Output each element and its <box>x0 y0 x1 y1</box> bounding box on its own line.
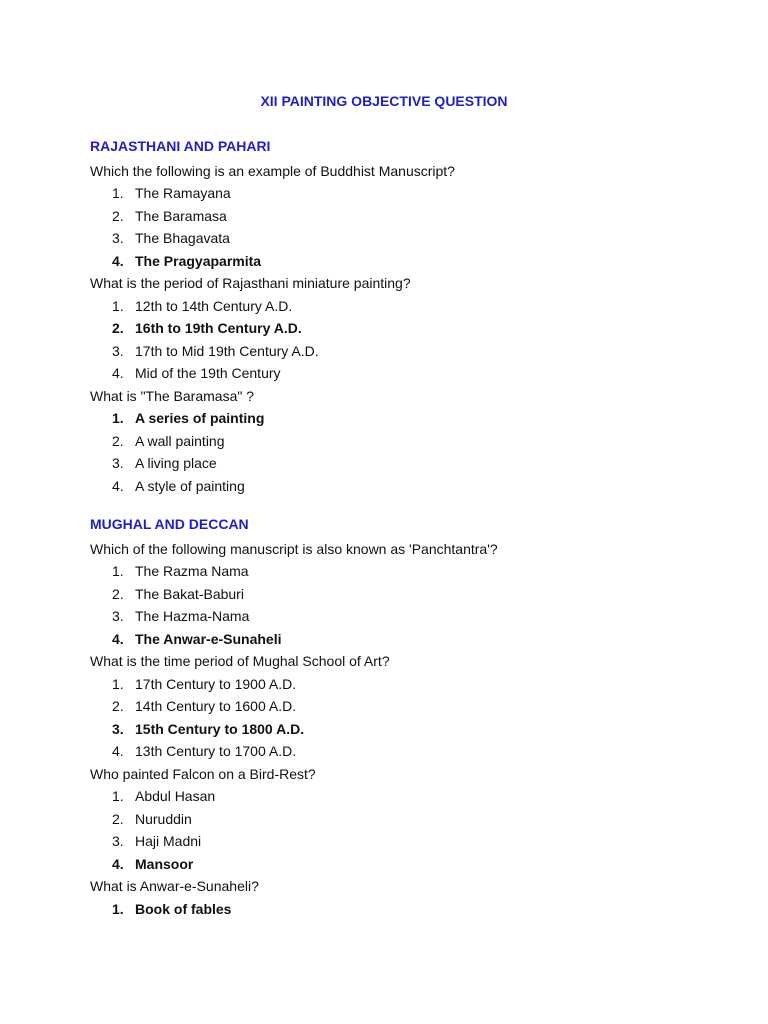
option-number: 4. <box>112 855 124 872</box>
option-item <box>90 740 710 763</box>
option-text: A series of painting <box>135 410 265 426</box>
option-item <box>90 583 710 606</box>
option-number: 4. <box>112 365 124 381</box>
question-text: Who painted Falcon on a Bird-Rest? <box>90 765 316 782</box>
option-item <box>90 808 710 831</box>
option-text: 12th to 14th Century A.D. <box>135 297 293 314</box>
option-number: 4. <box>112 630 124 647</box>
option-item <box>90 205 710 228</box>
question-block <box>90 272 710 385</box>
option-item-answer <box>90 628 710 651</box>
option-number: 3. <box>112 833 124 849</box>
option-item-answer <box>90 250 710 273</box>
option-text: The Hazma-Nama <box>135 608 250 624</box>
question-text: Which the following is an example of Buddhist Manuscript? <box>90 162 455 179</box>
option-text: 16th to 19th Century A.D. <box>135 320 302 336</box>
question-text: What is "The Baramasa" ? <box>90 387 255 404</box>
question-text: What is Anwar-e-Sunaheli? <box>90 878 259 894</box>
option-number: 4. <box>112 252 124 269</box>
option-number: 1. <box>112 675 124 692</box>
option-item <box>90 362 710 385</box>
option-number: 1. <box>112 563 124 579</box>
option-text: 17th Century to 1900 A.D. <box>135 675 297 692</box>
option-list <box>90 785 710 875</box>
question-block <box>90 385 710 498</box>
option-number: 1. <box>112 900 124 917</box>
option-item-answer <box>90 407 710 430</box>
option-number: 3. <box>112 720 124 737</box>
option-number: 4. <box>112 477 124 494</box>
option-text: Book of fables <box>135 900 232 917</box>
option-list <box>90 182 710 272</box>
option-number: 2. <box>112 810 124 827</box>
option-item <box>90 295 710 318</box>
option-number: 3. <box>112 455 124 471</box>
section-heading: RAJASTHANI AND PAHARI <box>90 138 271 154</box>
option-number: 2. <box>112 698 124 714</box>
section-mughal-deccan <box>90 515 710 920</box>
question-block <box>90 763 710 876</box>
option-item-answer <box>90 317 710 340</box>
section-rajasthani-pahari <box>90 137 710 497</box>
option-text: The Razma Nama <box>135 563 249 579</box>
option-item-answer <box>90 853 710 876</box>
option-text: Haji Madni <box>135 833 202 849</box>
question-block <box>90 160 710 273</box>
option-text: Mansoor <box>135 855 194 872</box>
document-content <box>90 137 710 920</box>
option-number: 2. <box>112 585 124 602</box>
option-item <box>90 785 710 808</box>
option-list <box>90 898 710 921</box>
option-text: 15th Century to 1800 A.D. <box>135 720 305 737</box>
option-text: 14th Century to 1600 A.D. <box>135 698 297 714</box>
question-text: Which of the following manuscript is also known as 'Panchtantra'? <box>90 540 498 557</box>
question-text: What is the time period of Mughal School of Art? <box>90 653 390 669</box>
option-item <box>90 475 710 498</box>
option-item <box>90 695 710 718</box>
option-item <box>90 560 710 583</box>
option-number: 4. <box>112 743 124 759</box>
option-number: 1. <box>112 788 124 804</box>
option-text: A wall painting <box>135 432 225 449</box>
option-number: 2. <box>112 320 124 336</box>
option-number: 1. <box>112 185 124 201</box>
option-list <box>90 407 710 497</box>
option-text: 17th to Mid 19th Century A.D. <box>135 342 319 359</box>
option-text: Nuruddin <box>135 810 192 827</box>
option-number: 3. <box>112 608 124 624</box>
option-text: A style of painting <box>135 477 245 494</box>
option-text: The Ramayana <box>135 185 231 201</box>
option-number: 2. <box>112 432 124 449</box>
option-text: Abdul Hasan <box>135 788 216 804</box>
option-list <box>90 295 710 385</box>
option-text: The Baramasa <box>135 207 227 224</box>
question-block <box>90 650 710 763</box>
option-text: The Bhagavata <box>135 230 230 246</box>
option-text: 13th Century to 1700 A.D. <box>135 743 297 759</box>
option-list <box>90 560 710 650</box>
option-item <box>90 673 710 696</box>
option-text: Mid of the 19th Century <box>135 365 281 381</box>
option-item <box>90 830 710 853</box>
question-block <box>90 538 710 651</box>
option-item-answer <box>90 898 710 921</box>
option-number: 3. <box>112 342 124 359</box>
option-item <box>90 452 710 475</box>
option-number: 2. <box>112 207 124 224</box>
option-list <box>90 673 710 763</box>
section-heading: MUGHAL AND DECCAN <box>90 516 249 532</box>
option-item <box>90 227 710 250</box>
option-item <box>90 340 710 363</box>
question-block <box>90 875 710 920</box>
option-text: The Bakat-Baburi <box>135 585 244 602</box>
option-number: 1. <box>112 297 124 314</box>
option-item <box>90 605 710 628</box>
option-number: 3. <box>112 230 124 246</box>
option-text: The Anwar-e-Sunaheli <box>135 630 282 647</box>
option-number: 1. <box>112 410 124 426</box>
option-text: The Pragyaparmita <box>135 252 262 269</box>
option-item-answer <box>90 718 710 741</box>
option-text: A living place <box>135 455 217 471</box>
option-item <box>90 430 710 453</box>
question-text: What is the period of Rajasthani miniature painting? <box>90 275 411 291</box>
option-item <box>90 182 710 205</box>
document-title: XII PAINTING OBJECTIVE QUESTION <box>260 93 508 109</box>
